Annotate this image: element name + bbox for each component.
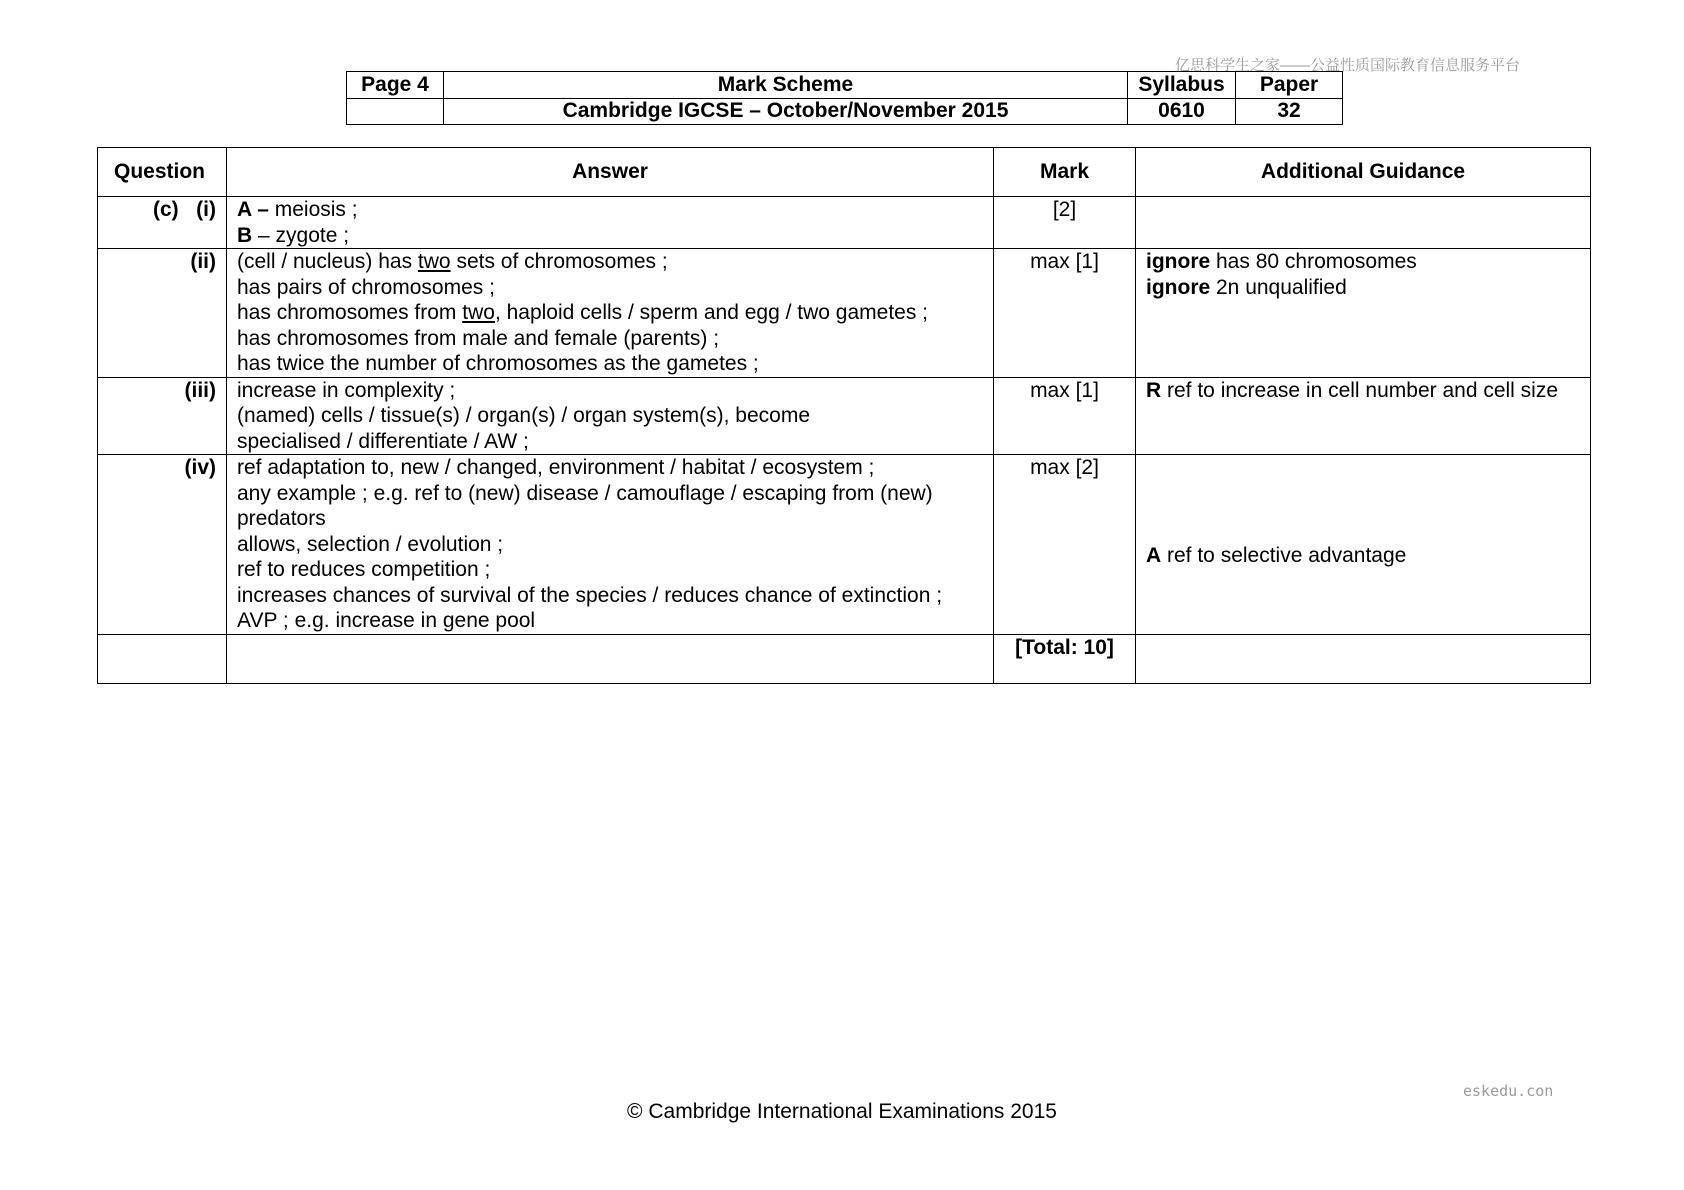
column-header-guidance: Additional Guidance <box>1136 148 1591 197</box>
answer-line <box>237 326 983 352</box>
mark-cell: max [1] <box>994 249 1136 378</box>
answer-line <box>237 506 983 532</box>
total-empty-question <box>98 634 227 683</box>
answer-text: any example ; e.g. ref to (new) disease / camouflage / escaping from (new) <box>237 481 933 505</box>
guidance-cell <box>1136 377 1591 455</box>
total-empty-guidance <box>1136 634 1591 683</box>
question-number: (iii) <box>98 377 227 455</box>
answer-cell <box>227 377 994 455</box>
guidance-keyword: ignore <box>1146 275 1211 299</box>
answer-text: , haploid cells / sperm and egg / two gametes ; <box>494 301 929 324</box>
header-table <box>346 71 1343 125</box>
guidance-line <box>1146 378 1580 404</box>
table-row <box>98 249 1591 378</box>
question-number: (ii) <box>98 249 227 378</box>
answer-line <box>237 378 983 404</box>
table-row <box>98 455 1591 635</box>
answer-text: allows, selection / evolution ; <box>237 532 504 556</box>
answer-keyword: B <box>237 223 253 247</box>
total-row <box>98 634 1591 683</box>
answer-text: has pairs of chromosomes ; <box>237 275 495 299</box>
answer-text: has twice the number of chromosomes as the gametes ; <box>237 352 759 375</box>
total-mark: [Total: 10] <box>994 634 1136 683</box>
answer-text: has chromosomes from <box>237 301 463 324</box>
guidance-text: ref to increase in cell number and cell size <box>1161 378 1559 402</box>
guidance-line <box>1146 275 1580 301</box>
copyright-footer: © Cambridge International Examinations 2015 <box>627 1100 1057 1123</box>
answer-keyword: A – <box>237 198 269 221</box>
guidance-text: has 80 chromosomes <box>1210 250 1417 273</box>
answer-line <box>237 481 983 507</box>
mark-scheme-table <box>97 147 1591 684</box>
exam-session: Cambridge IGCSE – October/November 2015 <box>444 98 1128 125</box>
answer-text: AVP ; e.g. increase in gene pool <box>237 609 536 632</box>
guidance-keyword: R <box>1146 378 1162 402</box>
guidance-line <box>1146 249 1580 275</box>
answer-text: increases chances of survival of the species / reduces chance of extinction ; <box>237 583 943 607</box>
guidance-keyword: A <box>1146 543 1162 567</box>
answer-line <box>237 403 983 429</box>
guidance-cell <box>1136 197 1591 249</box>
answer-cell <box>227 249 994 378</box>
answer-line <box>237 557 983 583</box>
guidance-cell <box>1136 249 1591 378</box>
guidance-cell <box>1136 455 1591 635</box>
paper-label: Paper <box>1236 72 1343 99</box>
mark-cell: max [1] <box>994 377 1136 455</box>
mark-cell: max [2] <box>994 455 1136 635</box>
guidance-text: 2n unqualified <box>1210 275 1347 299</box>
answer-line <box>237 275 983 301</box>
guidance-text: ref to selective advantage <box>1161 543 1407 567</box>
answer-line <box>237 583 983 609</box>
paper-number: 32 <box>1236 98 1343 125</box>
answer-text: increase in complexity ; <box>237 378 456 402</box>
table-header-row <box>98 148 1591 197</box>
answer-line <box>237 300 983 326</box>
answer-text: – zygote ; <box>252 223 350 247</box>
mark-cell: [2] <box>994 197 1136 249</box>
answer-line <box>237 608 983 634</box>
answer-line <box>237 455 983 481</box>
column-header-mark: Mark <box>994 148 1136 197</box>
watermark-top: 亿思科学生之家——公益性质国际教育信息服务平台 <box>1175 57 1521 74</box>
document-title: Mark Scheme <box>444 72 1128 99</box>
table-row <box>98 377 1591 455</box>
answer-cell <box>227 455 994 635</box>
answer-text: sets of chromosomes ; <box>450 250 668 273</box>
header-empty-cell <box>347 98 444 125</box>
answer-text: (cell / nucleus) has <box>237 250 418 273</box>
answer-underlined-text: two <box>462 301 495 324</box>
answer-underlined-text: two <box>417 250 451 273</box>
answer-text: meiosis ; <box>268 198 358 221</box>
guidance-line <box>1146 543 1580 569</box>
answer-text: ref adaptation to, new / changed, environment / habitat / ecosystem ; <box>237 456 875 479</box>
answer-text: ref to reduces competition ; <box>237 558 491 581</box>
answer-cell <box>227 197 994 249</box>
answer-text: has chromosomes from male and female (parents) ; <box>237 326 720 350</box>
question-number: (c) (i) <box>98 197 227 249</box>
answer-line <box>237 351 983 377</box>
watermark-bottom: eskedu.con <box>1463 1082 1554 1100</box>
answer-line <box>237 223 983 249</box>
syllabus-code: 0610 <box>1128 98 1236 125</box>
page-number: Page 4 <box>347 72 444 99</box>
column-header-question: Question <box>98 148 227 197</box>
answer-line <box>237 429 983 455</box>
answer-line <box>237 249 983 275</box>
syllabus-label: Syllabus <box>1128 72 1236 99</box>
answer-text: (named) cells / tissue(s) / organ(s) / organ system(s), become <box>237 404 811 427</box>
answer-text: predators <box>237 507 326 530</box>
table-row <box>98 197 1591 249</box>
answer-line <box>237 532 983 558</box>
question-number: (iv) <box>98 455 227 635</box>
column-header-answer: Answer <box>227 148 994 197</box>
total-empty-answer <box>227 634 994 683</box>
guidance-keyword: ignore <box>1146 250 1211 273</box>
answer-line <box>237 197 983 223</box>
answer-text: specialised / differentiate / AW ; <box>237 429 529 453</box>
